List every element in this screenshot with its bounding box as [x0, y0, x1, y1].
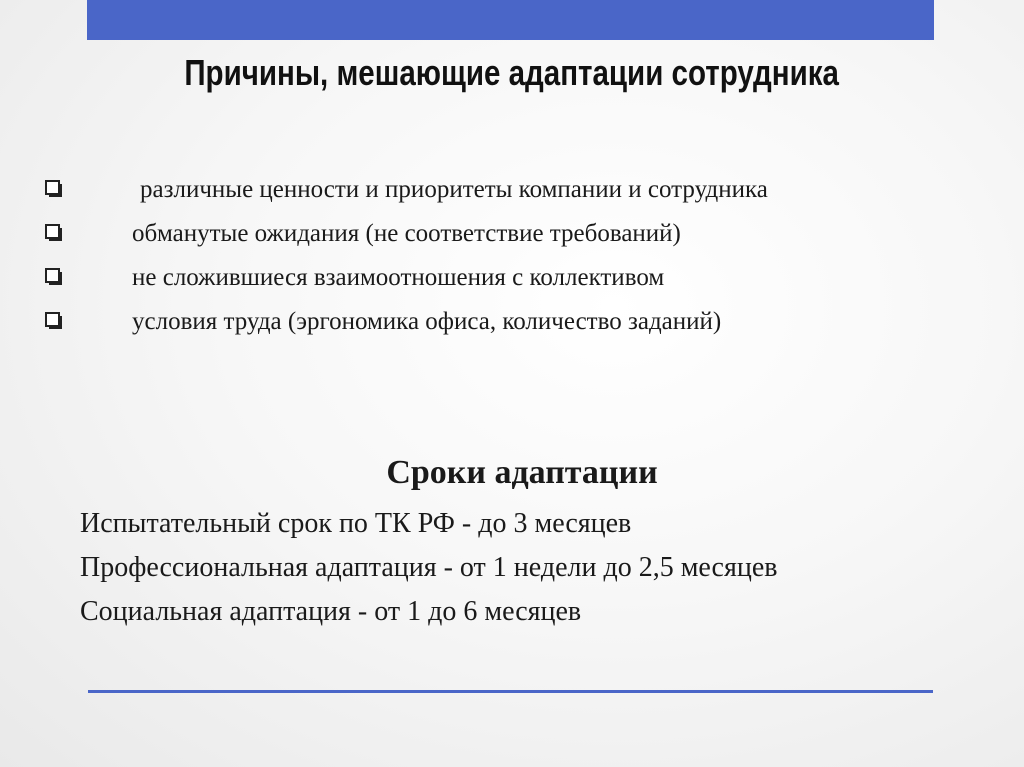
bottom-divider	[88, 690, 933, 693]
list-item-text: различные ценности и приоритеты компании и сотрудника	[140, 176, 768, 203]
section-heading: Сроки адаптации	[386, 454, 658, 491]
list-item	[44, 170, 1004, 214]
term-line: Испытательный срок по ТК РФ - до 3 месяцев	[80, 508, 632, 539]
term-line: Социальная адаптация - от 1 до 6 месяцев	[80, 596, 582, 627]
checkbox-icon	[44, 311, 64, 331]
list-item	[44, 302, 1004, 346]
list-item-text: условия труда (эргономика офиса, количество заданий)	[132, 308, 722, 335]
reasons-list	[44, 170, 1004, 346]
checkbox-icon	[44, 223, 64, 243]
checkbox-icon	[44, 179, 64, 199]
term-line: Профессиональная адаптация - от 1 недели до 2,5 месяцев	[80, 552, 778, 583]
list-item	[44, 258, 1004, 302]
terms-list	[80, 502, 777, 634]
checkbox-icon	[44, 267, 64, 287]
list-item-text: обманутые ожидания (не соответствие требований)	[132, 220, 681, 247]
top-accent-bar	[87, 0, 934, 40]
list-item	[44, 214, 1004, 258]
slide-title: Причины, мешающие адаптации сотрудника	[184, 52, 839, 93]
list-item-text: не сложившиеся взаимоотношения с коллективом	[132, 264, 665, 291]
